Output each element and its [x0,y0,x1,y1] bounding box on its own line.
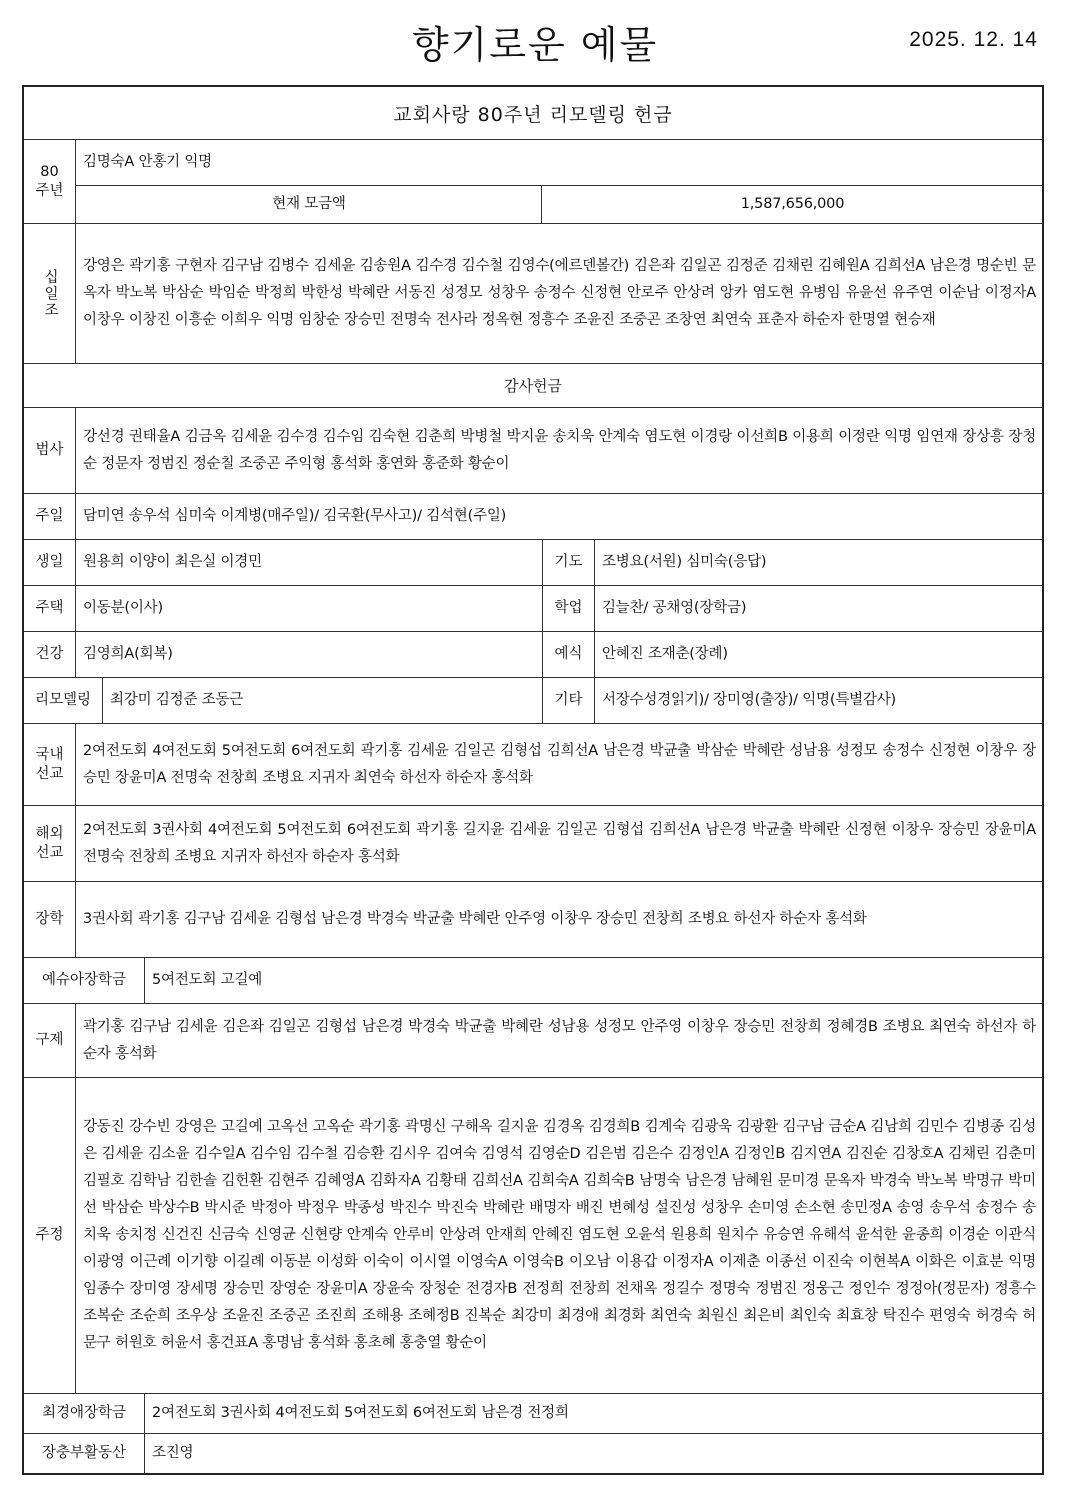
relief-names: 곽기홍 김구남 김세윤 김은좌 김일곤 김형섭 남은경 박경숙 박균출 박혜란 성남용 성정모 안주영 이창우 장승민 전창희 정혜경B 조병요 최연숙 하선자 하순자 홍석화 [83,1018,1036,1062]
gita-names: 서장수성경읽기)/ 장미영(출장)/ 익명(특별감사) [602,692,896,708]
domestic-mission-names: 2여전도회 4여전도회 5여전도회 6여전도회 곽기홍 김세윤 김일곤 김형섭 김희선A 남은경 박균출 박삼순 박혜란 성남용 성정모 송정수 신정현 이창우 장승민 장윤미A 전명숙 전창희 조병요 지귀자 최연숙 하선자 하순자 홍석화 [83,742,1036,786]
juil-label: 주일 [24,494,76,539]
yesik-label: 예식 [543,632,595,677]
remodel-section-title: 교회사랑 80주년 리모델링 헌금 [393,103,673,126]
saengil-names: 원용희 이양이 최은실 이경민 [83,554,262,570]
scholarship-row [24,881,1042,957]
remodel-names: 김명숙A 안홍기 익명 [76,140,1042,186]
relief-row [24,1003,1042,1077]
choi-scholarship-row [24,1393,1042,1433]
remodel-row [24,139,1042,223]
domestic-mission-label: 국내 선교 [24,724,76,805]
scholarship-label: 장학 [24,882,76,957]
jutaek-hakeop-row [24,585,1042,631]
domestic-mission-row [24,723,1042,805]
tithe-names: 강영은 곽기홍 구현자 김구남 김병수 김세윤 김송원A 김수경 김수철 김영수(에르덴볼간) 김은좌 김일곤 김정준 김채린 김혜원A 김희선A 남은경 명순빈 문옥자 박노복 박삼순 박임순 박정희 박한성 박혜란 서동진 성정모 성창우 송정수 신정현 안로주 안상려 앙카 염도현 유병임 유윤선 유주연 이순남 이정자A 이창우 이창진 이흥순 이희우 익명 임창순 장승민 전명숙 전사라 정옥현 정흥수 조윤진 조중곤 조창연 최연숙 표춘자 하순자 한명열 현승재 [83,258,1036,328]
choi-scholarship-names: 2여전도회 3권사회 4여전도회 5여전도회 6여전도회 남은경 전정희 [152,1405,569,1421]
pledge-label: 주정 [24,1078,76,1393]
overseas-mission-names: 2여전도회 3권사회 4여전도회 5여전도회 6여전도회 곽기홍 길지윤 김세윤 김일곤 김형섭 김희선A 남은경 박균출 박혜란 신정현 이창우 장승민 장윤미A 전명숙 전창희 조병요 지귀자 하선자 하순자 홍석화 [83,821,1036,865]
beomsa-label: 범사 [24,408,76,493]
yesik-names: 안혜진 조재춘(장례) [602,646,728,662]
beomsa-names: 강선경 권태율A 김금옥 김세윤 김수경 김수임 김숙현 김춘희 박병철 박지윤 송치욱 안계숙 염도현 이경랑 이선희B 이용희 이정란 익명 임연재 장상흥 장청순 정문자 정범진 정순칠 조중곤 주익형 홍석화 홍연화 홍준화 황순이 [83,428,1036,472]
choi-scholarship-label: 최경애장학금 [24,1394,145,1433]
overseas-mission-row [24,805,1042,881]
jangchung-names: 조진영 [152,1445,194,1461]
jangchung-row [24,1433,1042,1473]
hakeop-names: 김늘찬/ 공채영(장학금) [602,600,747,616]
pledge-names: 강동진 강수빈 강영은 고길예 고옥선 고옥순 곽기홍 곽명신 구해옥 길지윤 김경옥 김경희B 김계숙 김광욱 김광환 김구남 금순A 김남희 김민수 김병종 김성은 김세윤 김소윤 김수일A 김수임 김수철 김승환 김시우 김여숙 김영석 김영순D 김은범 김은수 김정인A 김정인B 김지연A 김진순 김창호A 김채린 김춘미 김필호 김학남 김한솔 김헌환 김현주 김혜영A 김화자A 김황태 김희선A 김희숙A 김희숙B 남명숙 남은경 남혜원 문미경 문옥자 박경숙 박노복 박명규 박미선 박삼순 박상수B 박시준 박정아 박정우 박종성 박진수 박진숙 박혜란 배명자 배진 변혜성 설진성 성창우 손미영 손소현 송민정A 송영 송우석 송정수 송치욱 송치정 신건진 신금숙 신영균 신현량 안계숙 안루비 안상려 안재희 안혜진 염도현 오윤석 원용희 원치수 유승연 유해석 윤석한 윤종희 이경순 이관식 이광영 이근례 이기향 이길례 이동분 이성화 이숙이 이시열 이영숙A 이영숙B 이오남 이용갑 이정자A 이제춘 이종선 이진숙 이현복A 이화은 이효분 익명 임종수 장미영 장세명 장승민 장영순 장윤미A 장윤숙 장청순 전경자B 전정희 전창희 전채옥 정길수 정명숙 정범진 정웅근 정인수 정정아(정문자) 정흥수 조복순 조순희 조우상 조윤진 조중곤 조진희 조해용 조혜정B 진복순 최강미 최경애 최경화 최연숙 최원신 최은비 최인숙 최효창 탁진수 편영숙 허경숙 허문구 허원호 허윤서 홍건표A 홍명남 홍석화 홍초혜 홍충열 황순이 [83,1119,1036,1351]
yesua-row [24,957,1042,1003]
yesua-names: 5여전도회 고길예 [152,972,263,988]
hakeop-label: 학업 [543,586,595,631]
relief-label: 구제 [24,1004,76,1077]
scholarship-names: 3권사회 곽기홍 김구남 김세윤 김형섭 남은경 박경숙 박균출 박혜란 안주영 이창우 장승민 전창희 조병요 하선자 하순자 홍석화 [83,911,867,927]
tithe-label: 십일조 [42,268,58,319]
overseas-mission-label: 해외 선교 [24,806,76,881]
jutaek-label: 주택 [24,586,76,631]
gido-label: 기도 [543,540,595,585]
offering-table [22,85,1044,1475]
geongang-yesik-row [24,631,1042,677]
remodeling-label: 리모델링 [24,678,103,723]
gido-names: 조병요(서원) 심미숙(응답) [602,554,767,570]
thanks-section-title: 감사헌금 [24,363,1042,407]
saengil-gido-row [24,539,1042,585]
remodel-label: 80 주년 [24,140,76,223]
remodeling-gita-row [24,677,1042,723]
tithe-row [24,223,1042,363]
beomsa-row [24,407,1042,493]
gita-label: 기타 [543,678,595,723]
juil-row [24,493,1042,539]
jangchung-label: 장충부활동산 [24,1434,145,1473]
geongang-label: 건강 [24,632,76,677]
total-label: 현재 모금액 [76,186,542,223]
saengil-label: 생일 [24,540,76,585]
jutaek-names: 이동분(이사) [83,600,163,616]
juil-names: 담미연 송우석 심미숙 이계병(매주일)/ 김국환(무사고)/ 김석현(주일) [83,508,507,524]
pledge-row [24,1077,1042,1393]
total-value: 1,587,656,000 [740,196,845,212]
bulletin-date: 2025. 12. 14 [909,28,1038,51]
geongang-names: 김영희A(회복) [83,646,173,662]
page-title: 향기로운 예물 [411,23,659,67]
yesua-label: 예슈아장학금 [24,958,145,1003]
remodeling-names: 최강미 김정준 조동근 [110,692,244,708]
